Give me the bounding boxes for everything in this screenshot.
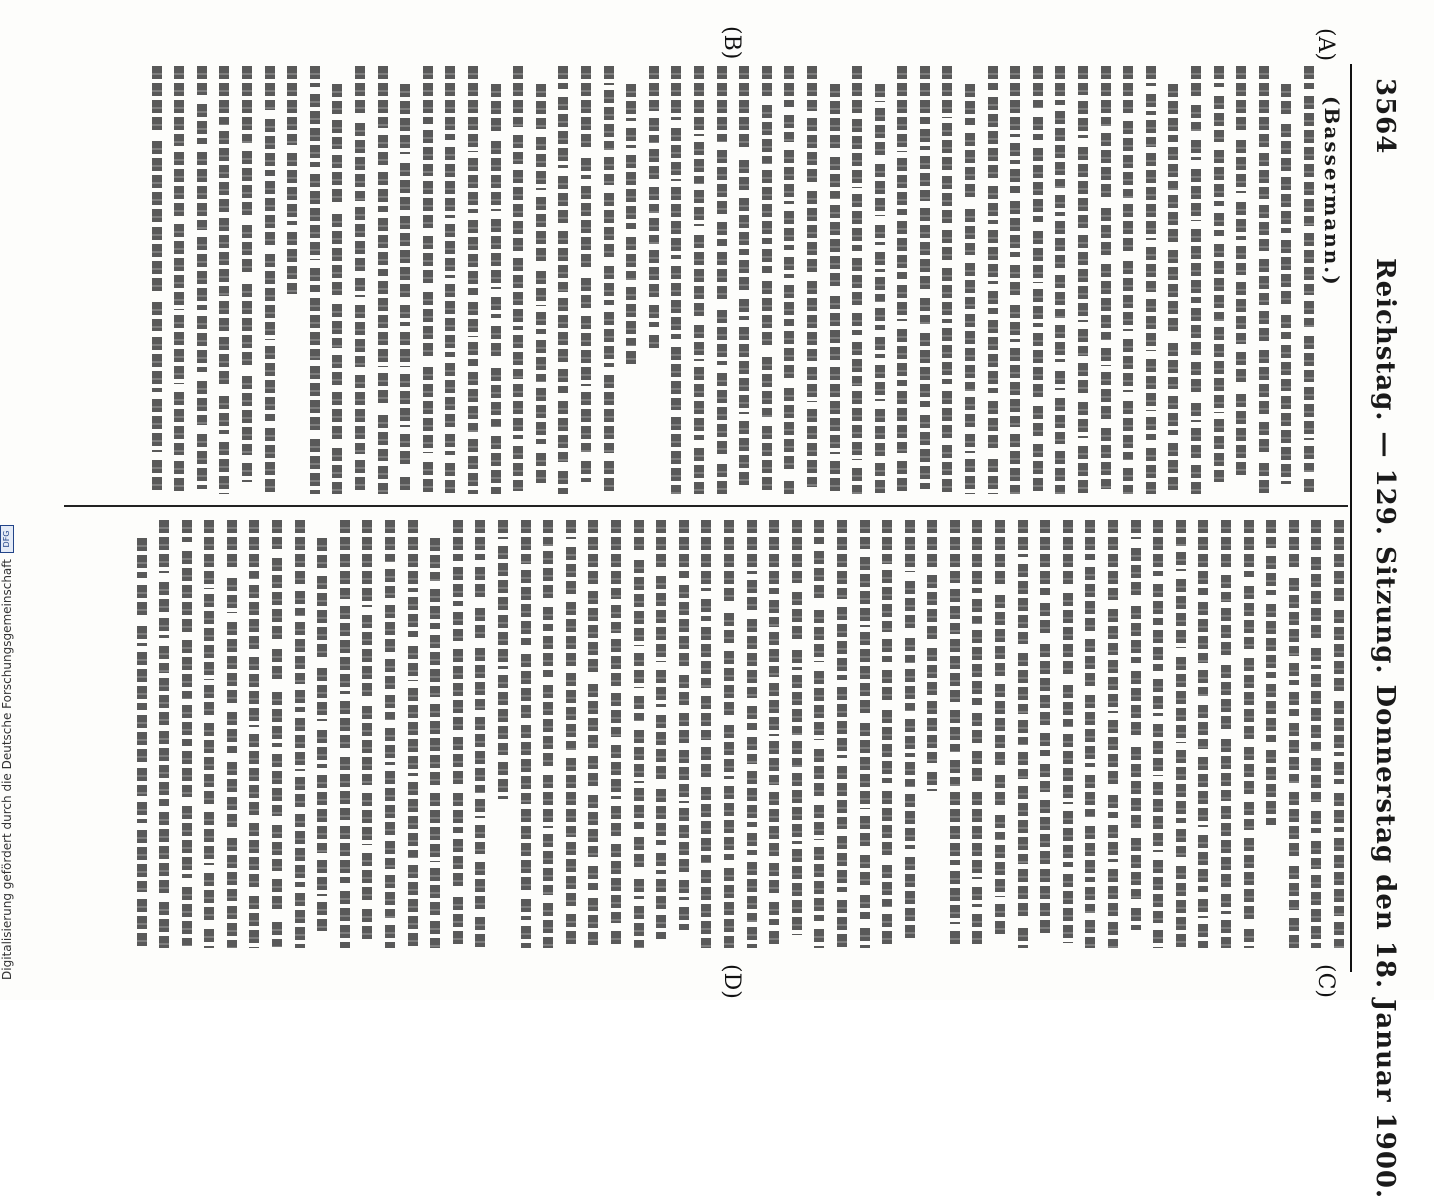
text-line: [895, 66, 909, 498]
text-line: [466, 66, 480, 498]
text-line: [315, 520, 329, 952]
margin-marker-a: (A): [1313, 28, 1338, 62]
text-line: [963, 66, 977, 498]
text-line: [240, 66, 254, 498]
text-line: [835, 520, 849, 952]
text-line: [202, 520, 216, 952]
text-line: [443, 66, 457, 498]
margin-marker-d: (D): [719, 964, 744, 999]
text-line: [1196, 520, 1210, 952]
text-line: [541, 520, 555, 952]
header-rule: [1350, 64, 1352, 972]
text-line: [1076, 66, 1090, 498]
text-line: [880, 520, 894, 952]
text-line: [489, 66, 503, 498]
text-line: [873, 66, 887, 498]
text-line: [986, 66, 1000, 498]
dfg-logo-icon: DFG: [0, 525, 14, 553]
text-line: [1302, 66, 1316, 498]
text-line: [285, 66, 299, 498]
text-line: [398, 66, 412, 498]
text-line: [180, 520, 194, 952]
text-line: [699, 520, 713, 952]
text-line: [948, 520, 962, 952]
column-separator: [64, 505, 1348, 507]
text-line: [1189, 66, 1203, 498]
text-line: [1234, 66, 1248, 498]
text-line: [1099, 66, 1113, 498]
text-line: [564, 520, 578, 952]
text-line: [270, 520, 284, 952]
text-line: [150, 66, 164, 498]
text-line: [1212, 66, 1226, 498]
text-line: [195, 66, 209, 498]
text-line: [1083, 520, 1097, 952]
text-line: [715, 66, 729, 498]
text-line: [1279, 66, 1293, 498]
text-line: [692, 66, 706, 498]
text-line: [1031, 66, 1045, 498]
page-header: [1362, 18, 1406, 1199]
text-line: [971, 520, 985, 952]
text-line: [677, 520, 691, 952]
text-line: [293, 520, 307, 952]
text-line: [383, 520, 397, 952]
text-line: [602, 66, 616, 498]
text-line: [609, 520, 623, 952]
text-line: [1219, 520, 1233, 952]
digitization-credit: [0, 525, 14, 980]
text-line: [225, 520, 239, 952]
text-line: [428, 520, 442, 952]
text-line: [406, 520, 420, 952]
text-line: [135, 520, 149, 952]
text-line: [993, 520, 1007, 952]
text-line: [1008, 66, 1022, 498]
text-line: [858, 520, 872, 952]
left-column-body: [150, 66, 1316, 498]
text-line: [624, 66, 638, 498]
text-line: [925, 520, 939, 952]
text-line: [1106, 520, 1120, 952]
page-number: 3564: [1370, 78, 1400, 155]
text-line: [451, 520, 465, 952]
right-text-column: [70, 520, 1346, 952]
text-line: [172, 66, 186, 498]
text-line: [669, 66, 683, 498]
text-line: [1242, 520, 1256, 952]
text-line: [1151, 520, 1165, 952]
text-line: [790, 520, 804, 952]
text-line: [745, 520, 759, 952]
margin-marker-b: (B): [719, 26, 744, 60]
text-line: [1144, 66, 1158, 498]
text-line: [767, 520, 781, 952]
text-line: [903, 520, 917, 952]
text-line: [760, 66, 774, 498]
text-line: [850, 66, 864, 498]
text-line: [737, 66, 751, 498]
text-line: [632, 520, 646, 952]
text-line: [782, 66, 796, 498]
text-line: [353, 66, 367, 498]
text-line: [828, 66, 842, 498]
text-line: [1121, 66, 1135, 498]
text-line: [654, 520, 668, 952]
text-line: [1053, 66, 1067, 498]
text-line: [157, 520, 171, 952]
text-line: [534, 66, 548, 498]
text-line: [308, 66, 322, 498]
right-column-body: [135, 520, 1346, 952]
text-line: [941, 66, 955, 498]
text-line: [586, 520, 600, 952]
text-line: [1061, 520, 1075, 952]
text-line: [421, 66, 435, 498]
text-line: [519, 520, 533, 952]
text-line: [1174, 520, 1188, 952]
text-line: [338, 520, 352, 952]
speaker-label: (Bassermann.): [1320, 96, 1344, 287]
left-text-column: [70, 66, 1346, 498]
margin-marker-c: (C): [1313, 964, 1338, 998]
text-line: [1332, 520, 1346, 952]
text-line: [330, 66, 344, 498]
text-line: [1309, 520, 1323, 952]
text-line: [1038, 520, 1052, 952]
credit-text: Digitalisierung gefördert durch die Deutsche Forschungsgemeinschaft: [0, 558, 14, 980]
text-line: [1166, 66, 1180, 498]
text-line: [248, 520, 262, 952]
text-line: [360, 520, 374, 952]
text-line: [918, 66, 932, 498]
text-line: [1287, 520, 1301, 952]
text-line: [722, 520, 736, 952]
text-line: [647, 66, 661, 498]
running-title: Reichstag. — 129. Sitzung. Donnerstag den 18. Januar 1900.: [1370, 258, 1400, 1199]
text-line: [812, 520, 826, 952]
text-line: [263, 66, 277, 498]
text-line: [805, 66, 819, 498]
text-line: [579, 66, 593, 498]
text-line: [556, 66, 570, 498]
text-line: [496, 520, 510, 952]
text-line: [218, 66, 232, 498]
text-line: [1264, 520, 1278, 952]
text-line: [1129, 520, 1143, 952]
text-line: [1016, 520, 1030, 952]
text-line: [1257, 66, 1271, 498]
text-line: [511, 66, 525, 498]
text-line: [376, 66, 390, 498]
text-line: [473, 520, 487, 952]
